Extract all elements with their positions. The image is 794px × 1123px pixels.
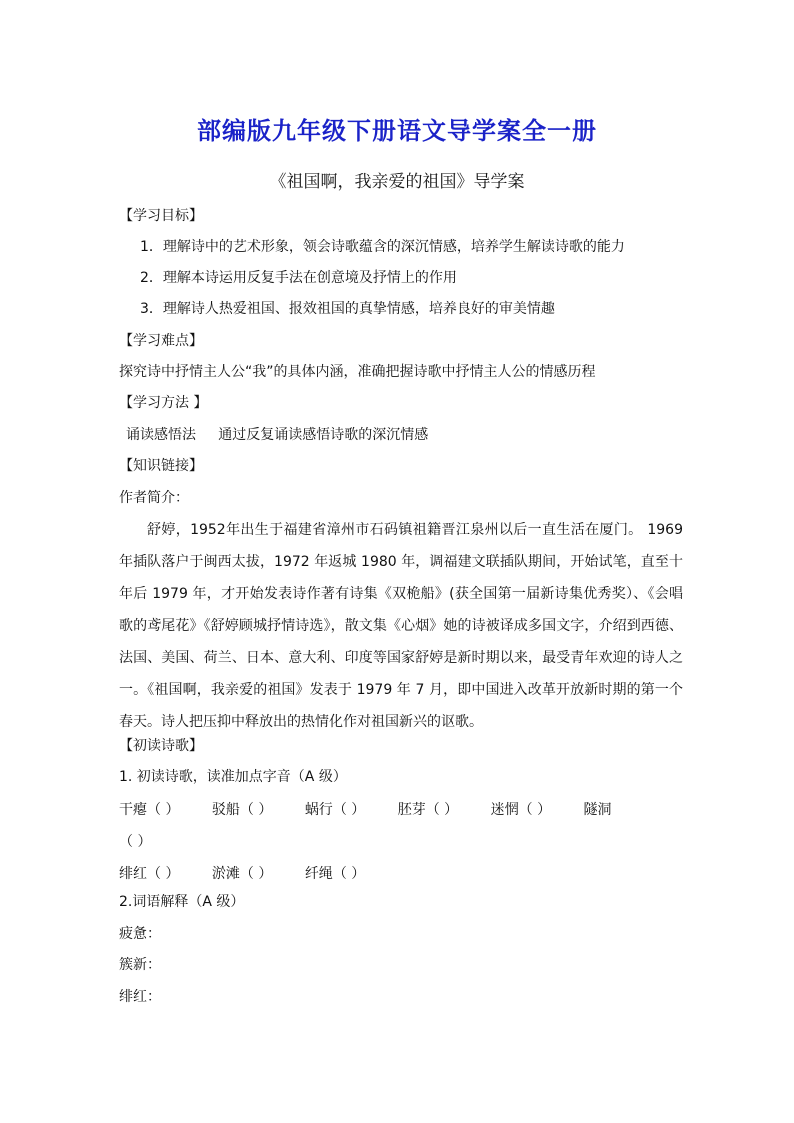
- goal-item: 2．理解本诗运用反复手法在创意境及抒情上的作用: [140, 270, 457, 286]
- term-item: 绯红：: [119, 989, 161, 1005]
- author-paragraph: 舒婷，1952年出生于福建省漳州市石码镇祖籍晋江泉州以后一直生活在厦门。 1969 年插队落户于闽西太拔，1972 年返城 1980 年，调福建文联插队期间，开始试笔，直至十年后 1979 年，才开始发表诗作著有诗集《双桅船》(获全国第一届新诗集优秀奖）、《会唱歌的鸢尾花》《舒婷顾城抒情诗选》，散文集《心烟》她的诗被译成多国文字，介绍到西德、法国、美国、荷兰、日本、意大利、印度等国家舒婷是新时期以来，最受青年欢迎的诗人之一。《祖国啊，我亲爱的祖国》发表于 1979 年 7 月，即中国进入改革开放新时期的第一个春天。诗人把压抑中释放出的热情化作对祖国新兴的讴歌。: [119, 522, 683, 730]
- term-item: 疲惫：: [119, 926, 161, 942]
- method-text: 诵读感悟法 通过反复诵读感悟诗歌的深沉情感: [126, 427, 429, 443]
- document-title: 部编版九年级下册语文导学案全一册: [197, 117, 597, 145]
- word-blank[interactable]: 淤滩（ ）: [211, 866, 273, 882]
- difficulty-text: 探究诗中抒情主人公“我”的具体内涵，准确把握诗歌中抒情主人公的情感历程: [119, 364, 596, 380]
- question-1: 1. 初读诗歌，读准加点字音（A 级）: [119, 769, 347, 785]
- word-blank[interactable]: 驳船（ ）: [211, 802, 273, 818]
- document-subtitle: 《祖国啊，我亲爱的祖国》导学案: [269, 172, 525, 192]
- word-blank[interactable]: 绯红（ ）: [119, 866, 180, 882]
- term-item: 簇新：: [119, 957, 161, 973]
- word-blank[interactable]: 纤绳（ ）: [304, 866, 366, 882]
- goals-heading: 【学习目标】: [119, 208, 203, 224]
- word-blank[interactable]: 迷惘（ ）: [490, 802, 552, 818]
- word-blank[interactable]: 干瘪（ ）: [119, 802, 180, 818]
- difficulty-heading: 【学习难点】: [119, 333, 203, 349]
- knowledge-heading: 【知识链接】: [119, 458, 203, 474]
- goal-item: 3．理解诗人热爱祖国、报效祖国的真挚情感，培养良好的审美情趣: [140, 301, 555, 317]
- word-blank[interactable]: 蜗行（ ）: [304, 802, 366, 818]
- author-label: 作者简介：: [119, 490, 189, 506]
- question-2: 2.词语解释（A 级）: [119, 894, 245, 910]
- goal-item: 1．理解诗中的艺术形象，领会诗歌蕴含的深沉情感，培养学生解读诗歌的能力: [140, 239, 625, 255]
- pinyin-blanks: [119, 794, 679, 890]
- word-blank[interactable]: 隧洞: [583, 802, 612, 818]
- method-heading: 【学习方法 】: [119, 395, 208, 411]
- first-read-heading: 【初读诗歌】: [119, 738, 203, 754]
- word-blank-paren[interactable]: （ ）: [119, 834, 152, 850]
- word-blank[interactable]: 胚芽（ ）: [397, 802, 459, 818]
